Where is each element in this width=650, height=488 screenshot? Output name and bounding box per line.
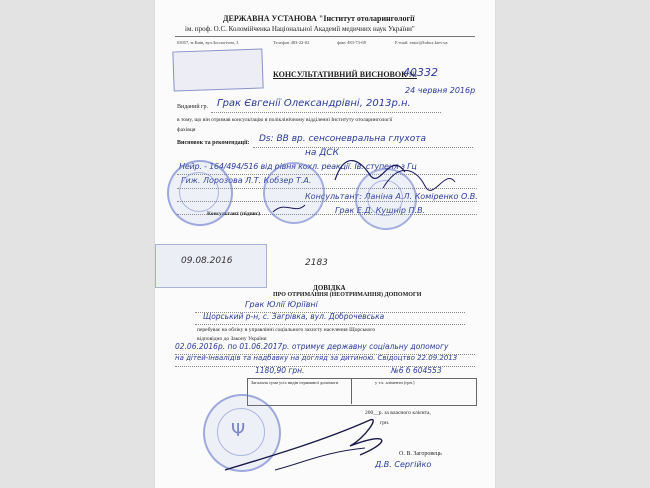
diagnosis-line-1: Ds: ВВ вр. сенсоневральна глухота bbox=[259, 134, 426, 144]
conclusion-number: 40332 bbox=[403, 66, 438, 79]
signature-strokes bbox=[155, 0, 495, 488]
header-address: 03057, м.Київ, вул.Зоологічна, 3 bbox=[177, 40, 239, 45]
certificate-table-col1: Загальна сума усіх видів отриманої допомоги bbox=[251, 380, 339, 385]
header-phone: Телефон 483-22-02 bbox=[273, 40, 310, 45]
certificate-doc: №6 б 604553 bbox=[391, 366, 442, 375]
certificate-title-1: ДОВІДКА bbox=[313, 284, 346, 292]
document-page bbox=[155, 0, 495, 488]
diagnosis-line-4: Гиж. Лорозова Л.Т. Кобзер Т.А. bbox=[181, 176, 312, 185]
diagnosis-line-6: Консультант: Ланіна А.Л. Коміренко О.В. bbox=[305, 192, 478, 201]
signer-print: О. В. Загоровець bbox=[399, 451, 442, 457]
conclusion-date: 24 червня 2016р bbox=[405, 86, 476, 95]
trident-icon: Ψ bbox=[231, 420, 246, 441]
diagnosis-line-3: Нейр. - 164/494/516 від рівня кохл. реакції. Ів. ступеня з Гц bbox=[179, 162, 417, 171]
header-email: E-mail: entor@Inbox.kiev.ua bbox=[395, 40, 448, 45]
header-title-line2: ім. проф. О.С. Коломійченка Національної Академії медичних наук України" bbox=[185, 25, 415, 33]
certificate-stamp-date: 09.08.2016 bbox=[181, 256, 233, 266]
certificate-amount: 1180,90 грн. bbox=[255, 366, 305, 375]
issued-label: Виданий гр. bbox=[177, 104, 209, 110]
certificate-period: 02.06.2016р. по 01.06.2017р. отримує державну соціальну допомогу bbox=[175, 342, 449, 351]
conclusion-text-line2: фахівця bbox=[177, 127, 196, 133]
header-title-line1: ДЕРЖАВНА УСТАНОВА "Інститут отоларингології bbox=[223, 14, 415, 23]
diagnosis-line-7: Грак Е.Д. Кушнір П.В. bbox=[335, 206, 426, 215]
certificate-footer-1: 200__р. за власного клієнта, bbox=[365, 410, 431, 416]
consultant-label: Консультант (підпис) bbox=[207, 211, 261, 217]
certificate-recipient: Грак Юлії Юріївні bbox=[245, 300, 318, 309]
certificate-text-2: відповідно до Закону України bbox=[197, 336, 267, 342]
issued-name: Грак Євгенії Олександрівні, 2013р.н. bbox=[217, 98, 411, 109]
diagnosis-line-2: на ДСК bbox=[305, 148, 339, 158]
certificate-footer-2: грн. bbox=[380, 420, 390, 426]
certificate-title-2: ПРО ОТРИМАННЯ (НЕОТРИМАННЯ) ДОПОМОГИ bbox=[273, 292, 422, 298]
signer-handwritten: Д.В. Сергійко bbox=[375, 460, 432, 469]
certificate-stamp-number: 2183 bbox=[305, 258, 328, 268]
diagnosis-label: Висновок та рекомендації: bbox=[177, 140, 250, 146]
certificate-purpose: на дітей-інвалідів та надбавку на догляд за дитиною. Свідоцтво 22.09.2013 bbox=[175, 354, 458, 362]
conclusion-title: КОНСУЛЬТАТИВНИЙ ВИСНОВОК № bbox=[273, 70, 417, 79]
certificate-text-1: перебуває на обліку в управлінні соціального захисту населення Щорського bbox=[197, 327, 376, 333]
conclusion-text-line: в тому, що він отримав консультацію в поліклінічному відділенні Інституту отоларингології bbox=[177, 117, 393, 123]
header-fax: факс 483-73-68 bbox=[337, 40, 366, 45]
certificate-table-col2: у т.ч. аліменти (грн.) bbox=[375, 380, 415, 385]
certificate-address: Щорський р-н, с. Загрівка, вул. Доброчевська bbox=[203, 312, 385, 321]
